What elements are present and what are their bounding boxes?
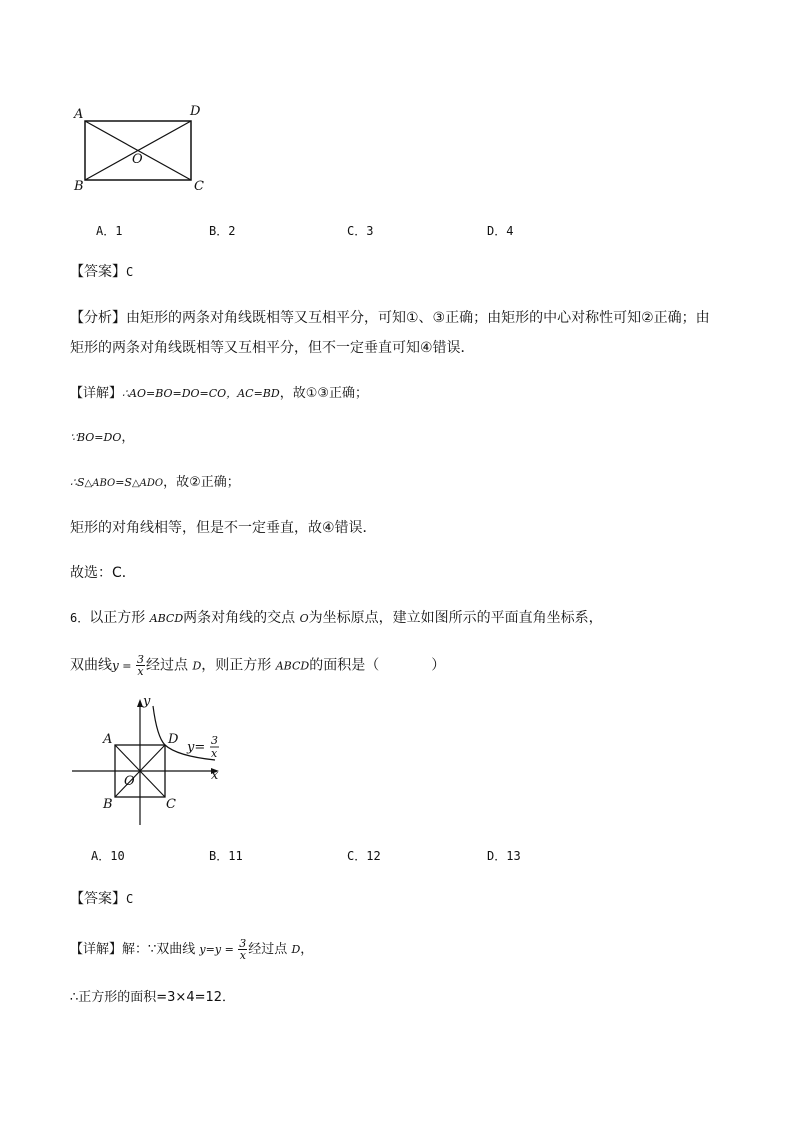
detail-math-2: ∵BO=DO	[70, 431, 122, 444]
answer-value: C	[126, 265, 134, 279]
analysis-text-1: 由矩形的两条对角线既相等又互相平分，可知①、③正确；由矩形的中心对称性可知②正确；由	[126, 310, 710, 326]
q6-answer-tag: 【答案】	[70, 891, 126, 907]
q6-option-b: B．11	[209, 849, 243, 863]
axis-label-x: x	[211, 768, 219, 783]
detail-tri-ado: △ADO	[131, 478, 164, 489]
q6-option-d: D．13	[487, 849, 521, 863]
answer-tag: 【答案】	[70, 264, 126, 280]
option-d: D．4	[487, 224, 514, 238]
q6-detail-fraction	[238, 938, 247, 961]
answer-line	[70, 262, 133, 282]
q6-detail-tag: 【详解】	[70, 942, 123, 957]
q6-detail-line-1	[70, 938, 313, 961]
detail-s2: =S	[115, 476, 132, 489]
q6-text-d: 双曲线	[70, 657, 112, 674]
q6-text-a: 以正方形	[89, 610, 150, 626]
fig2-label-c: C	[166, 797, 176, 812]
detail-text-2: ，	[121, 430, 135, 445]
label-b: B	[74, 179, 84, 194]
q6-detail-y2: y	[214, 943, 222, 956]
q6-detail-frac-num: 3	[239, 937, 247, 950]
q6-text-c: 为坐标原点，建立如图所示的平面直角坐标系，	[308, 610, 603, 626]
detail-s1: ∴S	[70, 476, 85, 489]
label-o: O	[132, 152, 143, 167]
q6-text-g: 的面积是（	[309, 657, 380, 674]
label-c: C	[194, 179, 204, 194]
q6-detail-text-c: ，	[300, 942, 314, 957]
q6-detail-d: D	[291, 943, 301, 956]
q6-o: O	[299, 612, 309, 625]
q6-detail-y1: y	[199, 943, 206, 956]
q6-text-f: ，则正方形	[201, 657, 276, 674]
detail-line-3	[70, 473, 240, 494]
fig2-label-a: A	[103, 732, 113, 747]
detail-tri-abo: △ABO	[84, 478, 116, 489]
option-c: C．3	[347, 224, 374, 238]
detail-line-5: 故选：C．	[70, 565, 136, 581]
axis-label-y: y	[143, 694, 151, 709]
option-a: A．1	[96, 224, 123, 238]
q6-answer-line	[70, 889, 133, 909]
curve-label-den: x	[211, 747, 218, 760]
label-a: A	[74, 107, 84, 122]
coordinate-figure	[65, 692, 235, 832]
fig2-label-b: B	[103, 797, 113, 812]
q6-option-c: C．12	[347, 849, 381, 863]
detail-line-1	[70, 384, 368, 404]
detail-line-4: 矩形的对角线相等，但是不一定垂直，故④错误．	[70, 520, 377, 536]
q6-number: 6．	[70, 611, 90, 625]
q6-d: D	[192, 659, 202, 673]
fig2-label-d: D	[168, 732, 179, 747]
curve-label-y: y=	[187, 740, 206, 755]
q6-detail-line-2: ∴正方形的面积=3×4=12．	[70, 990, 236, 1005]
q6-line-1	[70, 608, 603, 629]
q6-y: y	[112, 658, 119, 673]
q6-abcd-2: ABCD	[275, 659, 310, 673]
q6-line-2	[70, 654, 445, 677]
option-b: B．2	[209, 224, 236, 238]
q6-text-b: 两条对角线的交点	[183, 610, 300, 626]
detail-tag: 【详解】	[70, 386, 123, 401]
fig2-label-o: O	[124, 774, 135, 789]
detail-line-2	[70, 428, 134, 448]
q6-fraction	[136, 654, 145, 677]
hyperbola-curve	[153, 706, 215, 760]
q6-detail-text-a: 解：∵双曲线	[122, 942, 200, 957]
q6-text-e: 经过点	[146, 657, 193, 674]
q6-text-h: ）	[431, 657, 446, 674]
detail-math-1: ∴AO=BO=DO=CO，AC=BD	[122, 387, 280, 400]
detail-text-3: ，故②正确；	[163, 475, 240, 490]
q6-detail-frac-den: x	[239, 949, 246, 962]
detail-text-1: ，故①③正确；	[279, 386, 368, 401]
q6-detail-text-b: 经过点	[248, 942, 292, 957]
analysis-tag: 【分析】	[70, 310, 126, 326]
analysis-line-2: 矩形的两条对角线既相等又互相平分，但不一定垂直可知④错误．	[70, 340, 475, 356]
q6-abcd: ABCD	[149, 612, 184, 625]
q6-frac-num: 3	[137, 653, 144, 666]
analysis-line-1	[70, 308, 710, 328]
label-d: D	[190, 104, 201, 119]
q6-answer-value: C	[126, 892, 134, 906]
rectangle-figure	[70, 100, 220, 195]
curve-label-num: 3	[211, 734, 218, 747]
q6-detail-eq2: =	[221, 943, 238, 956]
q6-eq: =	[118, 659, 135, 673]
q6-option-a: A．10	[91, 849, 125, 863]
q6-detail-eq1: =	[205, 943, 215, 956]
q6-frac-den: x	[137, 665, 144, 678]
